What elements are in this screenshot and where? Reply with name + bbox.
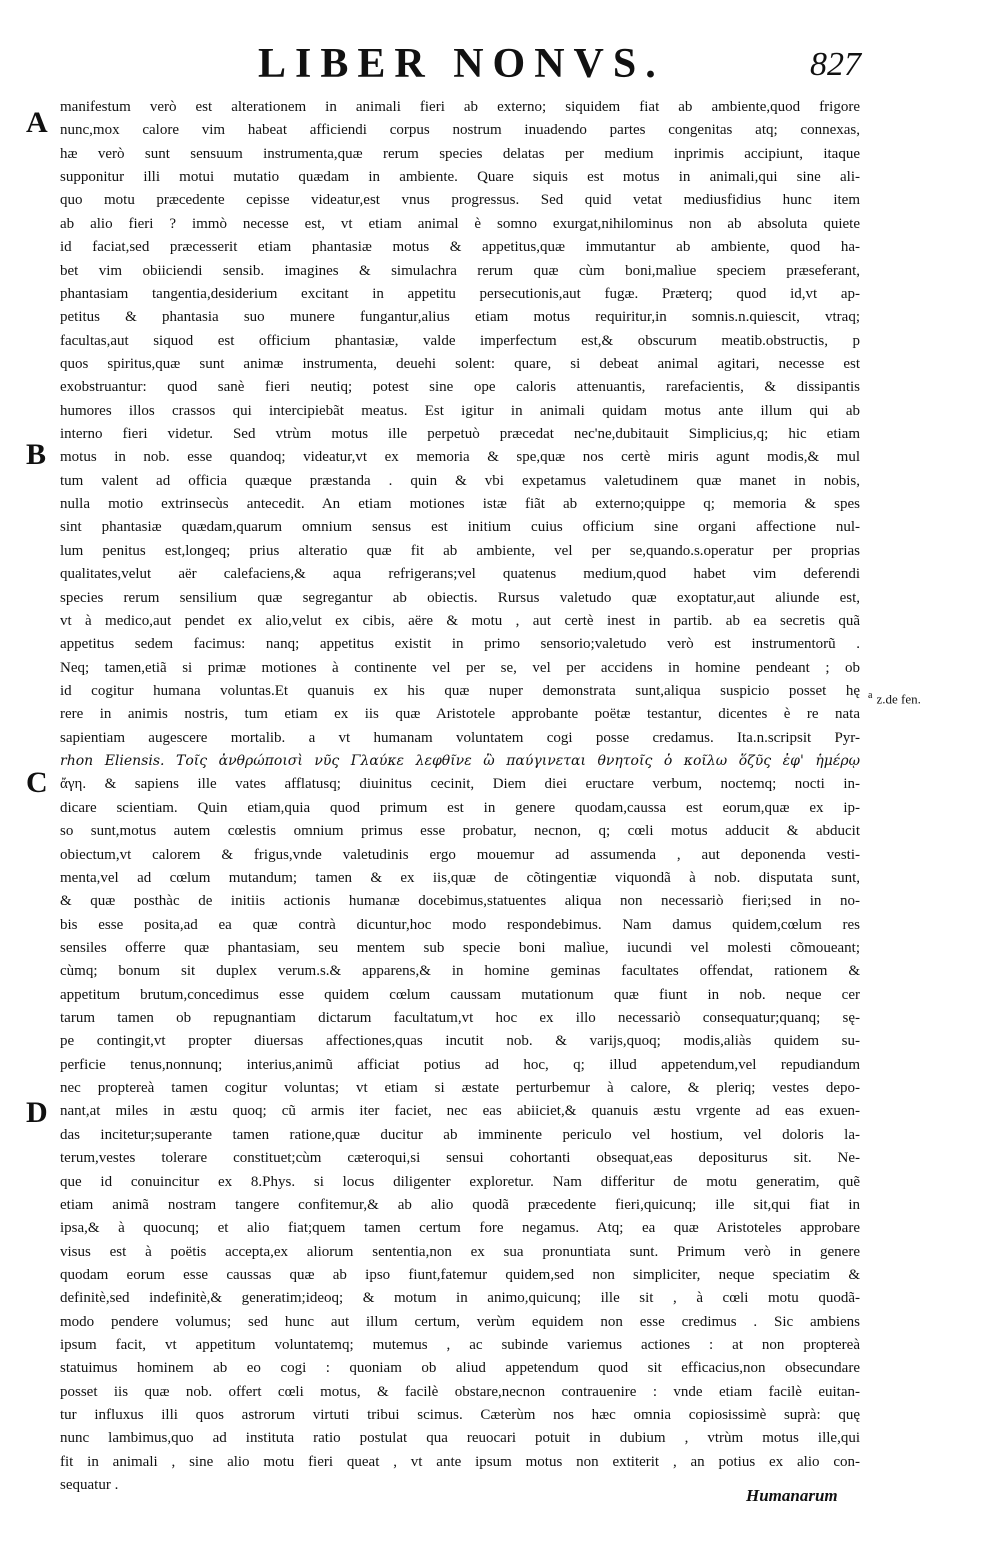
- text-line: id faciat,sed præcesserit etiam phantasiæ motus & appetitus,quæ immutantur ab ambiente, quod ha-: [60, 239, 860, 256]
- text-line: vt à medico,aut pendet ex alio,velut ex cibis, aëre & motu , aut certè inest in partib. ab ea secretis quã: [60, 612, 860, 629]
- text-line: statuimus hominem ab eo cogi : quoniam ob aliud appetendum quod sit efficacius,non obsecundare: [60, 1360, 860, 1377]
- text-line: nunc,mox calore vim habeat afficiendi corpus nostrum inuadendo partes congenitas atq; connexas,: [60, 122, 860, 139]
- text-line: dicare scientiam. Quin etiam,quia quod primum est in genere quodam,caussa est eorum,quæ ex ip-: [60, 799, 860, 816]
- text-line: appetitum brutum,concedimus esse quidem cœlum caussam mutationum quæ fiunt in nob. neque cer: [60, 986, 860, 1003]
- section-letter-b: B: [26, 438, 47, 471]
- text-line: nulla motio extrinsecùs antecedit. An etiam motiones istæ fiãt ab externo;quippe q; memoria & spes: [60, 496, 860, 513]
- text-line: Neq; tamen,etiã si primæ motiones à continente vel per se, vel per accidens in homine pendeant ; ob: [60, 659, 860, 676]
- text-line: quo motu præcedente cepisse videatur,est vnus progressus. Sed quid vetat mediusfidius hunc item: [60, 192, 860, 209]
- text-line: hæ verò sunt sensuum instrumenta,quæ rerum species delatas per medium inprimis accipiunt, itaque: [60, 145, 860, 162]
- text-line: perficie tenus,nonnunq; interius,animũ afficiat potius ad hoc, q; illud appetendum,vel repudiandum: [60, 1056, 860, 1073]
- text-line: appetitus sedem facimus: nanq; appetitus existit in primo sensorio;valetudo verò est instrumentorũ .: [60, 636, 860, 653]
- text-line: tur influxus illi quos astrorum virtuti tribui scimus. Cæterùm nos hæc omnia copiosissimè suprà: quę: [60, 1407, 860, 1424]
- text-line: quos spiritus,quæ sunt animæ instrumenta, deuehi solent: quare, si debeat animal agitari, necesse est: [60, 355, 860, 372]
- text-line: so sunt,motus autem cœlestis omnium primus esse probatur, necnon, q; cœli motus adducit & abducit: [60, 823, 860, 840]
- text-line: ab alio fieri ? immò necesse est, vt etiam animal è somno exurgat,nihilominus non ab absoluta quiete: [60, 215, 860, 232]
- text-line: nunc lambimus,quo ad instituta ratio postulat qua reuocari potuit in dubium , vtrùm motus ille,qui: [60, 1430, 860, 1447]
- text-line: lum penitus est,longeq; prius alteratio quæ fit ab ambiente, vel per se,quando.s.operatur per proprias: [60, 542, 860, 559]
- text-line: sensiles offerre quæ phantasiam, seu mentem sub specie boni malìue, iucundi vel molesti cõmoueant;: [60, 939, 860, 956]
- text-line: manifestum verò est alterationem in animali fieri ab externo; siquidem fiat ab ambiente,quod frigore: [60, 99, 860, 115]
- text-line: posset iis quæ nob. offert cœli motus, & facilè obstare,necnon contrauenire : vnde etiam facilè euitan-: [60, 1383, 860, 1400]
- section-letter-d: D: [26, 1096, 48, 1129]
- text-line: ipsum facit, vt appetitum voluntatemq; mutemus , ac subinde variemus actiones : at non proptereà: [60, 1337, 860, 1354]
- text-line: sint phantasiæ quædam,quarum omnium sensus est initium cuius officium sine organi affectione nul-: [60, 519, 860, 536]
- page-number: 827: [810, 46, 861, 83]
- text-line: sapientiam augescere mortalib. a vt humanam voluntatem cogi posse credamus. Ita.n.scripsit Pyr-: [60, 729, 860, 746]
- text-line: supponitur illi motui mutatio quædam in ambiente. Quare siquis est motus in animali,qui sine ali-: [60, 169, 860, 186]
- text-line: id cogitur humana voluntas.Et quanuis ex his quæ nuper demonstrata sunt,aliqua suspicio posset hę: [60, 682, 860, 699]
- text-line: & quæ posthàc de initiis actionis humanæ docebimus,statuentes aliqua non necessariò fieri;sed in no-: [60, 893, 860, 910]
- text-line: tarum tamen ob repugnantiam dictarum facultatum,vt hoc ex illo necessariò consequatur;quanq; sę-: [60, 1010, 860, 1027]
- text-line: terum,vestes tolerare constituet;cùm cæteroqui,si sensui cohortanti obsequat,eas depositurus sit. Ne-: [60, 1150, 860, 1167]
- text-line: tum valent ad officia quæque præstanda . quin & vbi expetamus valetudinem quæ manet in nobis,: [60, 472, 860, 489]
- text-line: menta,vel ad cœlum mutandum; tamen & ex iis,quæ de cõtingentiæ viquondã à nob. disputata sunt,: [60, 869, 860, 886]
- section-letter-a: A: [26, 106, 48, 139]
- text-line: etiam animã nostram tangere confitemur,& ab alio quodã præcedente fieri,quicunq; ille sit,qui fiat in: [60, 1196, 860, 1213]
- text-line: exobstruantur: quod sanè fieri neutiq; potest sine ope caloris attenuantis, rarefacientis, & dissipantis: [60, 379, 860, 396]
- body-text: [60, 96, 860, 1498]
- text-line: fit in animali , sine alio motu fieri queat , vt ante ipsum motus non extiterit , an potius ex alio con-: [60, 1453, 860, 1470]
- text-line: qualitates,velut aër calefaciens,& aqua refrigerans;vel quatenus medium,quod habet vim deferendi: [60, 566, 860, 583]
- text-line: modo pendere volumus; sed hunc aut illum certum, verùm equidem non esse credimus . Sic ambiens: [60, 1313, 860, 1330]
- text-line: facultas,aut siquod est officium phantasiæ, valde imperfectum est,& obscurum meatib.obstructis, p: [60, 332, 860, 349]
- text-line: das incitetur;superante tamen ratione,quæ ducitur ab imminente periculo vel hostium, vel doloris la-: [60, 1126, 860, 1143]
- text-line: ἄγη. & sapiens ille vates afflatusq; diuinitus cecinit, Diem diei eructare verbum, noctemq; nocti in-: [60, 776, 860, 793]
- text-line: interno fieri videtur. Sed vtrùm motus ille perpetuò præcedat nec'ne,dubitauit Simplicius,q; hic etiam: [60, 426, 860, 443]
- text-line: cùmq; bonum sit duplex verum.s.& apparens,& in homine geminas facultates offendat, rationem &: [60, 963, 860, 980]
- text-line: rhon Eliensis. Τοῖς ἀνθρώποισὶ νῦς Γλαύκε λεφθῖνε ὢ παύγινεται θνητοῖς ὁ κοῖλω ὅζῦς ἐφ' ἡμέρῳ: [60, 753, 860, 770]
- text-line: petitus & phantasia suo munere fungantur,alius etiam motus requiritur,in somnis.n.quiescit, vtraq;: [60, 309, 860, 326]
- catchword: Humanarum: [746, 1486, 838, 1505]
- text-line: sequatur .: [60, 1477, 119, 1494]
- text-line: visus est à poëtis accepta,ex aliorum sententia,non ex sua pronuntiata sunt. Primum verò in genere: [60, 1243, 860, 1260]
- text-line: que id conuincitur ex 8.Phys. si locus diligenter exploretur. Nam differitur de motu generatim, quẽ: [60, 1173, 860, 1190]
- margin-note: [868, 690, 921, 707]
- text-line: nec proptereà tamen cogitur voluntas; vt etiam si æstate perturbemur à calore, & pleriq; vestes depo-: [60, 1080, 860, 1097]
- text-line: rere in animis nostris, tum etiam ex iis quæ Aristotele approbante poëtæ testantur, dicentes è re nata: [60, 706, 860, 723]
- margin-note-text: z.de fen.: [876, 691, 921, 707]
- section-letter-c: C: [26, 766, 48, 799]
- text-line: phantasiam tangentia,desiderium excitant in appetitu persecutionis,aut fugæ. Præterq; quod id,vt ap-: [60, 285, 860, 302]
- text-line: definitè,sed indefinitè,& generatim;ideoq; & motum in animo,quicunq; ille sit , à cœli motu quodã-: [60, 1290, 860, 1307]
- text-line: species rerum sensilium quæ segregantur ab obiectis. Rursus valetudo quæ exoptatur,aut aliunde est,: [60, 589, 860, 606]
- text-line: motus in nob. esse quandoq; videatur,vt ex memoria & spe,quæ nos certè miris agunt modis,& mul: [60, 449, 860, 466]
- text-line: bis esse posita,ad ea quæ contrà dicuntur,hoc modo respondebimus. Nam damus quidem,cœlum res: [60, 916, 860, 933]
- margin-note-mark: a: [868, 690, 873, 701]
- text-line: bet vim obiiciendi sensib. imagines & simulachra rerum quæ cùm boni,malìue speciem præseferant,: [60, 262, 860, 279]
- text-line: humores illos crassos qui intercipiebãt meatus. Est igitur in animali quidam motus ante illum qui ab: [60, 402, 860, 419]
- text-line: nant,at miles in æstu quoq; cũ armis iter faciet, nec eas abiiciet,& quanuis æstu vrgente ad eas exuen-: [60, 1103, 860, 1120]
- text-line: quodam eorum esse caussas quæ ab ipso fiunt,fatemur quidem,sed non simpliciter, neque speciatim &: [60, 1266, 860, 1283]
- running-head: LIBER NONVS.: [258, 41, 665, 87]
- text-line: obiectum,vt calorem & frigus,vnde valetudinis ergo mouemur ad assumenda , aut deponenda vesti-: [60, 846, 860, 863]
- text-line: pe contingit,vt propter diuersas affectiones,quas incutit nob. & varijs,quoq; modis,aliàs quidem su-: [60, 1033, 860, 1050]
- text-line: ipsa,& à quocunq; et alio fiat;quem tamen certum fore negamus. Atq; ea quæ Aristoteles approbare: [60, 1220, 860, 1237]
